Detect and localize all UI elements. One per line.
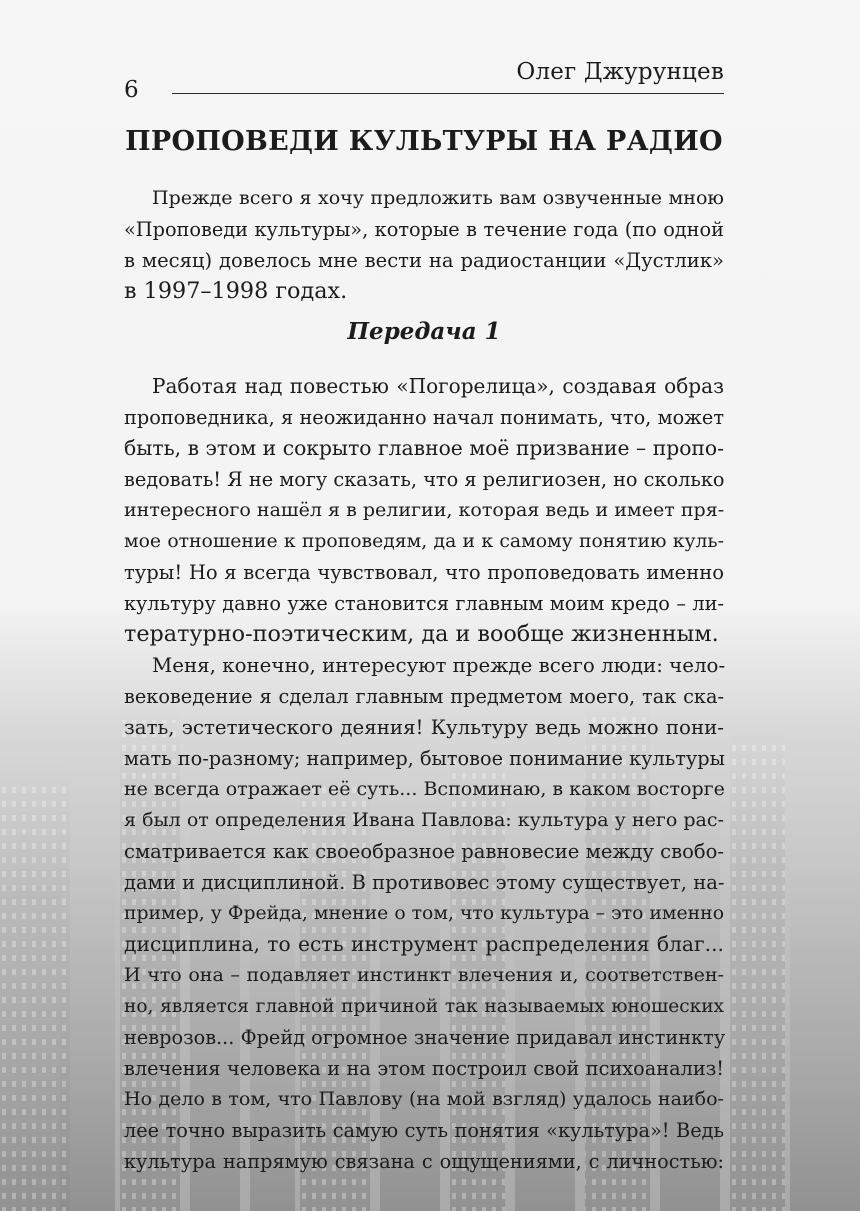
- text-line: «Проповеди культуры», которые в течение года (по одной: [124, 218, 724, 241]
- text-line: дами и дисциплиной. В противовес этому существует, на-: [124, 871, 725, 894]
- text-line: культура напрямую связана с ощущениями, с личностью:: [124, 1150, 724, 1173]
- intro-paragraph: [124, 183, 724, 307]
- text-line: ведовать! Я не могу сказать, что я религиозен, но сколько: [124, 468, 725, 491]
- text-line: вековедение я сделал главным предметом моего, так ска-: [124, 685, 724, 708]
- text-line: проповедника, я неожиданно начал понимать, что, может: [124, 406, 724, 429]
- text-line: интересного нашёл я в религии, которая ведь и имеет пря-: [124, 499, 725, 521]
- text-line: И что она – подавляет инстинкт влечения и, соответствен-: [124, 964, 724, 986]
- text-line: мое отношение к проповедям, да и к самому понятию куль-: [124, 531, 724, 552]
- running-header: [124, 58, 724, 102]
- text-line: в месяц) довелось мне вести на радиостанции «Дустлик»: [124, 249, 724, 272]
- text-line: но, является главной причиной так называемых юношеских: [124, 996, 724, 1017]
- header-rule: [172, 93, 724, 94]
- text-line: Но дело в том, что Павлову (на мой взгляд) удалось наибо-: [124, 1088, 724, 1110]
- text-line: туры! Но я всегда чувствовал, что проповедовать именно: [124, 561, 724, 584]
- text-line: неврозов... Фрейд огромное значение придавал инстинкту: [124, 1026, 726, 1049]
- text-line: дисциплина, то есть инструмент распределения благ...: [124, 932, 724, 956]
- text-line: тературно-поэтическим, да и вообще жизненным.: [124, 621, 719, 647]
- text-line: мать по-разному; например, бытовое понимание культуры: [124, 747, 725, 770]
- text-line: лее точно выразить самую суть понятия «культура»! Ведь: [124, 1119, 724, 1142]
- text-line: Меня, конечно, интересуют прежде всего люди: чело-: [152, 654, 726, 677]
- text-line: не всегда отражает её суть... Вспоминаю, в каком восторге: [124, 778, 725, 800]
- paragraph-1: [124, 371, 724, 650]
- text-line: сматривается как своеобразное равновесие между свобо-: [124, 840, 724, 863]
- page-number: 6: [124, 77, 139, 103]
- text-line: культуру давно уже становится главным моим кредо – ли-: [124, 592, 724, 615]
- text-line: пример, у Фрейда, мнение о том, что культура – это именно: [124, 903, 724, 924]
- text-line: я был от определения Ивана Павлова: культура у него рас-: [124, 809, 724, 831]
- text-line: в 1997–1998 годах.: [124, 278, 348, 304]
- author-name: Олег Джурунцев: [516, 59, 724, 85]
- text-line: Работая над повестью «Погорелица», создавая образ: [152, 374, 724, 398]
- chapter-title: ПРОПОВЕДИ КУЛЬТУРЫ НА РАДИО: [125, 126, 723, 157]
- text-line: влечения человека и на этом построил свой психоанализ!: [124, 1057, 724, 1080]
- text-line: быть, в этом и сокрыто главное моё призвание – пропо-: [124, 436, 724, 460]
- paragraph-2: [124, 650, 724, 1177]
- section-subtitle: Передача 1: [347, 318, 501, 345]
- text-line: зать, эстетического деяния! Культуру ведь можно пони-: [124, 716, 724, 739]
- text-line: Прежде всего я хочу предложить вам озвученные мною: [152, 187, 724, 209]
